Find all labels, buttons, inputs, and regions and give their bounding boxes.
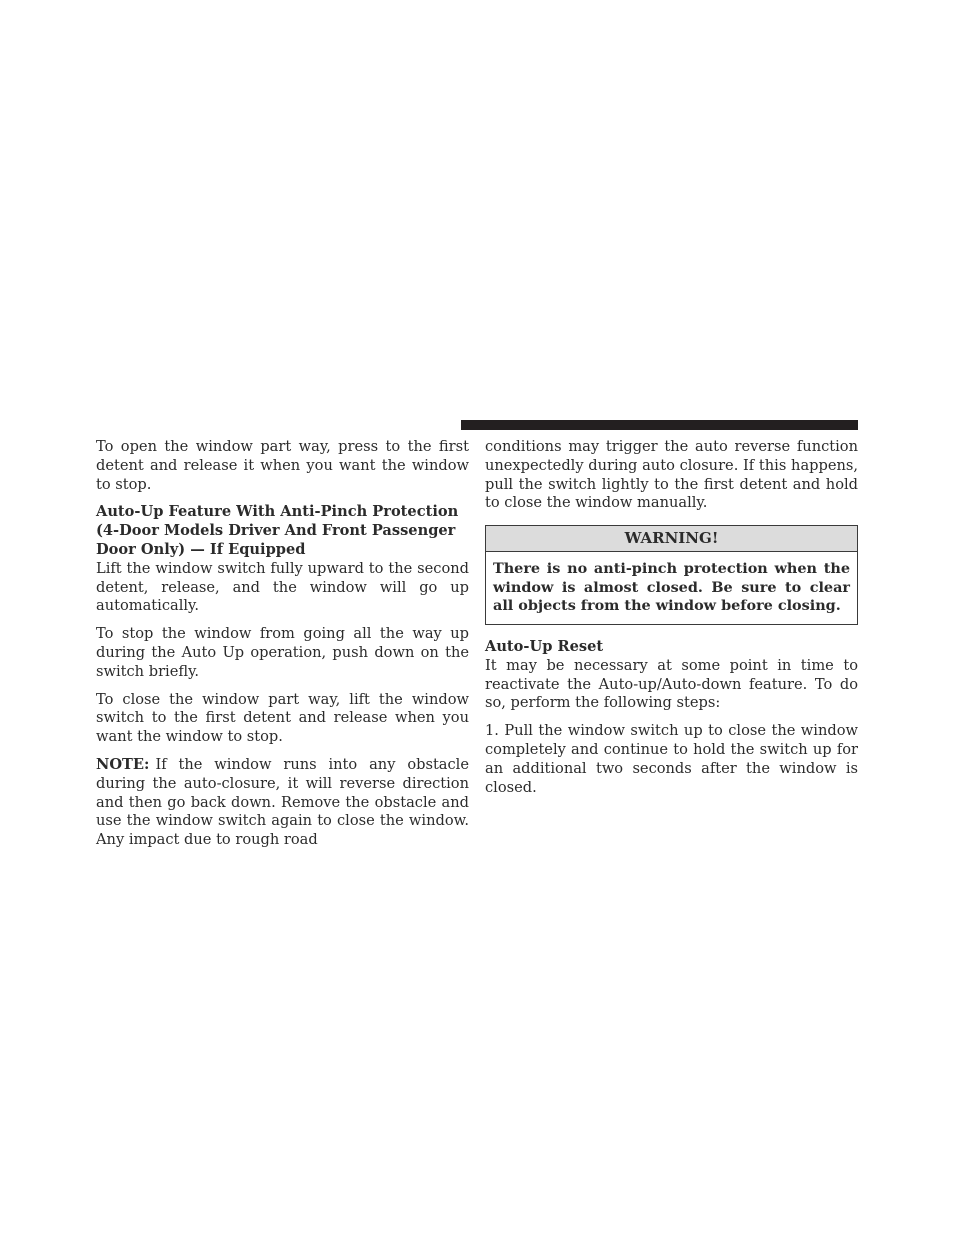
left-column	[96, 438, 469, 859]
right-column	[485, 438, 858, 806]
paragraph-open-window: To open the window part way, press to the first detent and release it when you want the window to stop.	[96, 438, 469, 493]
note-text: If the window runs into any obstacle during the auto-closure, it will reverse direction and then go back down. Remove the obstacle and use the window switch again to close the window. Any impact due to rough road	[96, 755, 469, 849]
warning-box	[485, 525, 858, 625]
heading-auto-up-feature: Auto-Up Feature With Anti-Pinch Protection (4-Door Models Driver And Front Passenger Door Only) — If Equipped	[96, 503, 459, 558]
paragraph-lift-switch: Lift the window switch fully upward to the second detent, release, and the window will go up automatically.	[96, 559, 469, 615]
paragraph-continued: conditions may trigger the auto reverse function unexpectedly during auto closure. If this happens, pull the switch lightly to the first detent and hold to close the window manually.	[485, 438, 858, 512]
paragraph-close-part-way: To close the window part way, lift the window switch to the first detent and release when you want the window to stop.	[96, 690, 469, 746]
step-1: 1. Pull the window switch up to close the window completely and continue to hold the switch up for an additional two seconds after the window is closed.	[485, 722, 858, 796]
section-header-bar	[461, 420, 858, 430]
paragraph-stop-window: To stop the window from going all the way up during the Auto Up operation, push down on the switch briefly.	[96, 625, 469, 680]
warning-title: WARNING!	[486, 526, 857, 552]
note-label: NOTE:	[96, 755, 150, 773]
note-paragraph	[96, 756, 469, 850]
warning-text: There is no anti-pinch protection when the window is almost closed. Be sure to clear all objects from the window before closing.	[493, 560, 850, 615]
heading-auto-up-reset: Auto-Up Reset	[485, 637, 604, 655]
paragraph-reset-intro: It may be necessary at some point in time to reactivate the Auto-up/Auto-down feature. To do so, perform the following steps:	[485, 656, 858, 712]
